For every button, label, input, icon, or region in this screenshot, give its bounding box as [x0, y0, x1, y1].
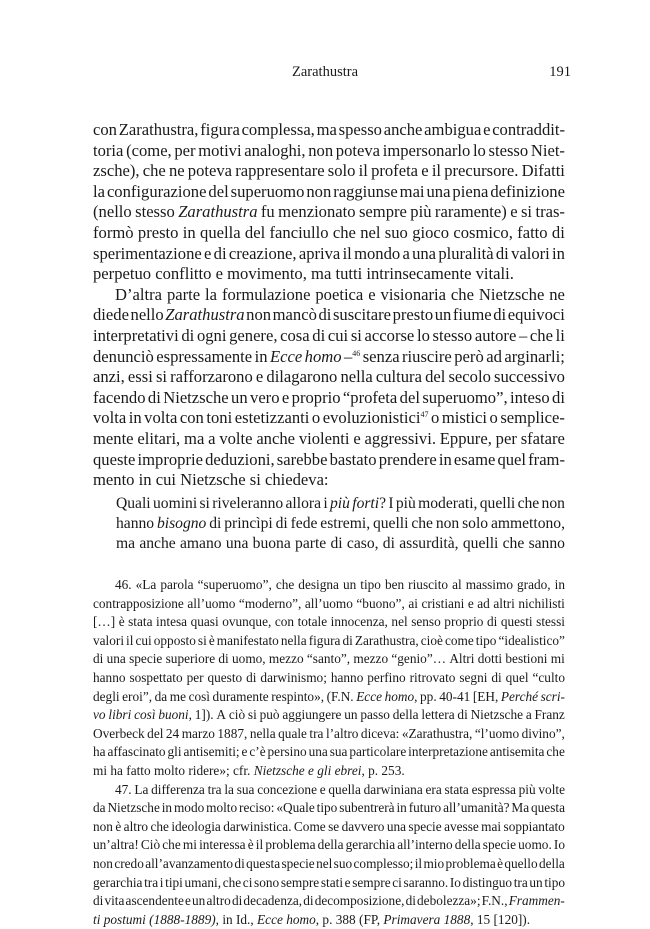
- quote-line: Quali uomini si riveleranno allora i più forti? I più moderati, quelli che non: [116, 495, 565, 512]
- footnotes-line: hanno sospettato per questo di darwinismo; hanno perfino ritrovato segni di quel “culto: [93, 669, 565, 685]
- main-text-line: D’altra parte la formulazione poetica e visionaria che Nietzsche ne: [115, 284, 565, 304]
- footnotes-line: non credo all’avanzamento di questa specie nel suo complesso; il mio problema è quello della: [93, 855, 565, 871]
- main-text-line: denunciò espressamente in Ecce homo –$^{46}$ senza riuscire però ad arginarli;: [93, 346, 565, 366]
- main-text: [93, 120, 565, 491]
- block-quotation: [116, 494, 565, 554]
- footnotes-line: contrapposizione all’uomo “moderno”, all’uomo “buono”, ai cristiani e ad altri nichilisti: [93, 595, 565, 611]
- main-text-line: perpetuo conflitto e movimento, ma tutti intrinsecamente vitali.: [93, 264, 514, 284]
- main-text-line: toria (come, per motivi analoghi, non poteva impersonarlo lo stesso Niet-: [93, 140, 565, 160]
- footnotes-line: da Nietzsche in modo molto reciso: «Quale tipo subentrerà in futuro all’umanità? Ma questa: [93, 800, 565, 816]
- main-text-line: con Zarathustra, figura complessa, ma spesso anche ambigua e contraddit-: [93, 120, 565, 139]
- main-text-line: zsche), che ne poteva rappresentare solo il profeta e il precursore. Difatti: [93, 161, 565, 181]
- main-text-line: la configurazione del superuomo non raggiunse mai una piena definizione: [93, 181, 565, 201]
- footnotes-line: mi ha fatto molto ridere»; cfr. Nietzsche e gli ebrei, p. 253.: [93, 762, 405, 778]
- footnotes-line: ha affascinato gli antisemiti; e c’è persino una sua particolare interpretazione antisemita che: [93, 744, 565, 760]
- footnotes-line: Overbeck del 24 marzo 1887, nella quale tra l’altro diceva: «Zarathustra, “l’uomo divino”,: [93, 725, 565, 741]
- footnotes-line: degli eroi”, da me così duramente respinto», (F.N. Ecce homo, pp. 40-41 [EH, Perché scri-: [93, 688, 565, 704]
- main-text-line: volta in volta con toni estetizzanti o evoluzionistici$^{47}$ o mistici o semplice-: [93, 408, 565, 428]
- footnotes-line: non è altro che ideologia darwinistica. Come se davvero una specie avesse mai soppiantato: [93, 818, 565, 834]
- footnotes-line: ti postumi (1888-1889), in Id., Ecce homo, p. 388 (FP, Primavera 1888, 15 [120]).: [93, 911, 531, 927]
- main-text-line: facendo di Nietzsche un vero e proprio “profeta del superuomo”, inteso di: [93, 387, 565, 407]
- footnotes-line: di vita ascendente e un altro di decadenza, di decomposizione, di debolezza»; F.N., Frammen-: [93, 893, 565, 909]
- footnotes-line: valori il cui opposto si è manifestato nella figura di Zarathustra, cioè come tipo “idealistico”: [93, 632, 565, 648]
- footnotes-line: vo libri così buoni, 1]). A ciò si può aggiungere un passo della lettera di Nietzsche a Franz: [93, 707, 565, 723]
- main-text-line: anzi, essi si rafforzarono e dilagarono nella cultura del secolo successivo: [93, 367, 565, 387]
- main-text-line: mente elitari, ma a volte anche violenti e aggressivi. Eppure, per sfatare: [93, 428, 565, 448]
- footnotes-line: gerarchia tra i tipi umani, che ci sono sempre stati e sempre ci saranno. Io distinguo tra un tipo: [93, 874, 565, 890]
- footnotes-line: 46. «La parola “superuomo”, che designa un tipo ben riuscito al massimo grado, in: [115, 577, 565, 592]
- footnotes-line: di una specie superiore di uomo, mezzo “santo”, mezzo “genio”… Altri dotti bestioni mi: [93, 651, 565, 667]
- footnotes-line: 47. La differenza tra la sua concezione e quella darwiniana era stata espressa più volte: [115, 781, 565, 797]
- running-header-title: Zarathustra: [291, 64, 359, 80]
- page-number: 191: [549, 64, 571, 80]
- main-text-line: interpretativi di ogni genere, cosa di cui si accorse lo stesso autore – che li: [93, 325, 565, 345]
- main-text-line: sperimentazione e di creazione, apriva il mondo a una pluralità di valori in: [93, 243, 565, 263]
- main-text-line: queste improprie deduzioni, sarebbe bastato prendere in esame quel fram-: [93, 449, 565, 469]
- main-text-line: mento in cui Nietzsche si chiedeva:: [93, 470, 329, 490]
- main-text-line: (nello stesso Zarathustra fu menzionato sempre più raramente) e si tras-: [93, 202, 565, 222]
- quote-line: hanno bisogno di princìpi di fede estremi, quelli che non solo ammettono,: [116, 515, 565, 532]
- main-text-line: diede nello Zarathustra non mancò di suscitare presto un fiume di equivoci: [93, 305, 565, 325]
- footnotes-line: […] è stata intesa quasi ovunque, con totale innocenza, nel senso proprio di questi stessi: [93, 614, 565, 630]
- footnotes-line: un’altra! Ciò che mi interessa è il problema della gerarchia all’interno della specie uomo. Io: [93, 837, 565, 853]
- main-text-line: formò presto in quella del fanciullo che nel suo gioco cosmico, fatto di: [93, 222, 565, 242]
- footnotes: [93, 576, 565, 929]
- quote-line: ma anche amano una buona parte di caso, di assurdità, quelli che sanno: [116, 535, 565, 552]
